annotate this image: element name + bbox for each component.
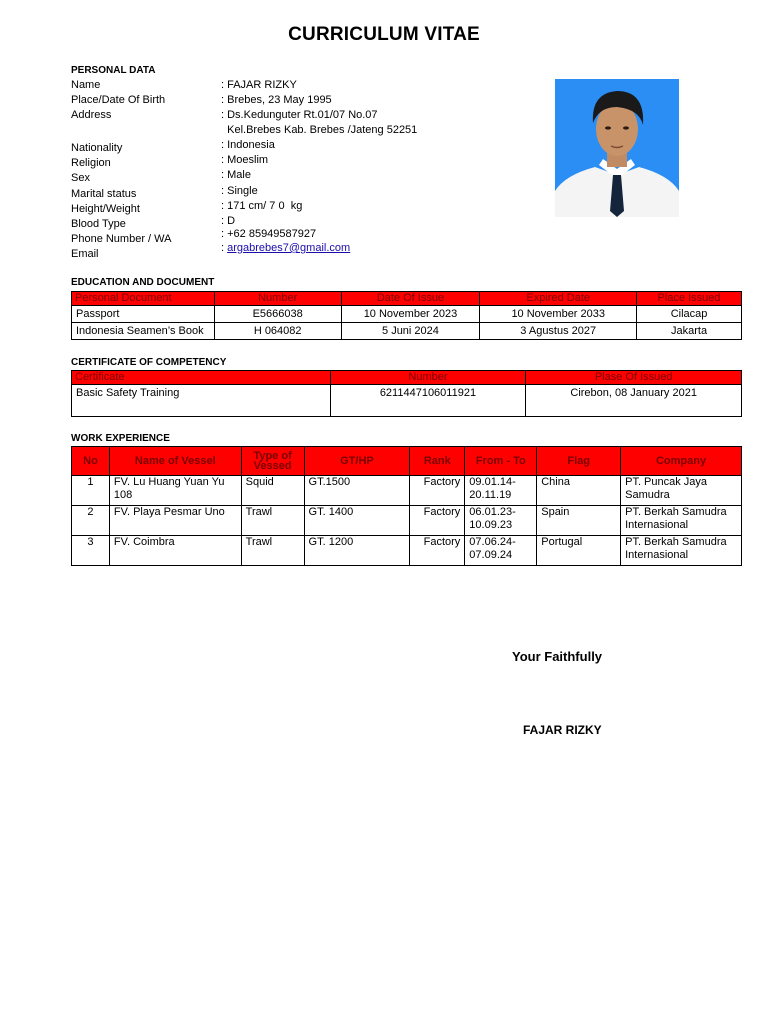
- column-header: Plase Of Issued: [526, 371, 742, 385]
- table-cell: GT. 1200: [304, 536, 410, 566]
- column-header: Personal Document: [72, 292, 215, 306]
- profile-photo: [555, 79, 679, 217]
- personal-label: Blood Type: [71, 218, 126, 230]
- personal-label: Height/Weight: [71, 203, 140, 215]
- column-header: Number: [214, 292, 341, 306]
- table-cell: PT. Berkah Samudra Internasional: [621, 506, 742, 536]
- table-cell: 5 Juni 2024: [341, 323, 480, 340]
- personal-label: Religion: [71, 157, 111, 169]
- person-photo-icon: [555, 79, 679, 217]
- table-cell: 09.01.14-20.11.19: [465, 476, 537, 506]
- personal-value: : Moeslim: [221, 154, 269, 166]
- table-cell: PT. Berkah Samudra Internasional: [621, 536, 742, 566]
- education-table: [71, 291, 742, 340]
- personal-label: Address: [71, 109, 112, 121]
- table-cell: FV. Lu Huang Yuan Yu 108: [109, 476, 241, 506]
- table-row: [72, 323, 742, 340]
- column-header: Expired Date: [480, 292, 637, 306]
- table-cell: Factory: [410, 506, 465, 536]
- table-cell: Squid: [241, 476, 304, 506]
- table-cell: Cirebon, 08 January 2021: [526, 385, 742, 417]
- personal-value: : D: [221, 215, 236, 227]
- personal-value: : Indonesia: [221, 139, 275, 151]
- certificate-table: [71, 370, 742, 417]
- column-header: Name of Vessel: [109, 447, 241, 476]
- personal-value: : Ds.Kedunguter Rt.01/07 No.07: [221, 109, 378, 121]
- personal-label: Sex: [71, 172, 90, 184]
- email-link[interactable]: argabrebes7@gmail.com: [227, 242, 351, 254]
- table-cell: 3 Agustus 2027: [480, 323, 637, 340]
- column-header: Date Of Issue: [341, 292, 480, 306]
- personal-data-heading: PERSONAL DATA: [71, 65, 156, 76]
- table-cell: China: [537, 476, 621, 506]
- table-cell: Jakarta: [637, 323, 742, 340]
- table-cell: Indonesia Seamen’s Book: [72, 323, 215, 340]
- table-cell: Passport: [72, 306, 215, 323]
- table-row: [72, 536, 742, 566]
- column-header: Flag: [537, 447, 621, 476]
- personal-label: Place/Date Of Birth: [71, 94, 166, 106]
- table-cell: Trawl: [241, 536, 304, 566]
- column-header: Certificate: [72, 371, 331, 385]
- work-table: [71, 446, 742, 566]
- table-cell: FV. Playa Pesmar Uno: [109, 506, 241, 536]
- table-cell: E5666038: [214, 306, 341, 323]
- table-cell: GT.1500: [304, 476, 410, 506]
- table-row: [72, 476, 742, 506]
- education-heading: EDUCATION AND DOCUMENT: [71, 277, 215, 288]
- table-header-row: [72, 292, 742, 306]
- personal-label: Phone Number / WA: [71, 233, 172, 245]
- table-cell: 3: [72, 536, 110, 566]
- closing-text: Your Faithfully: [512, 649, 603, 664]
- table-cell: 10 November 2033: [480, 306, 637, 323]
- column-header: From - To: [465, 447, 537, 476]
- column-header: Type of Vessed: [241, 447, 304, 476]
- column-header: No: [72, 447, 110, 476]
- table-cell: Portugal: [537, 536, 621, 566]
- personal-label: Name: [71, 79, 101, 91]
- signer-name: FAJAR RIZKY: [523, 723, 602, 737]
- table-cell: Factory: [410, 536, 465, 566]
- email-prefix: :: [221, 242, 228, 254]
- document-title: CURRICULUM VITAE: [288, 24, 480, 45]
- table-cell: H 064082: [214, 323, 341, 340]
- table-cell: Cilacap: [637, 306, 742, 323]
- certificate-heading: CERTIFICATE OF COMPETENCY: [71, 357, 227, 368]
- column-header: Rank: [410, 447, 465, 476]
- table-cell: GT. 1400: [304, 506, 410, 536]
- table-cell: Factory: [410, 476, 465, 506]
- personal-label: Nationality: [71, 142, 123, 154]
- table-cell: 06.01.23-10.09.23: [465, 506, 537, 536]
- column-header: GT/HP: [304, 447, 410, 476]
- table-row: [72, 306, 742, 323]
- table-header-row: [72, 447, 742, 476]
- table-cell: Trawl: [241, 506, 304, 536]
- table-cell: 6211447106011921: [330, 385, 526, 417]
- table-cell: Spain: [537, 506, 621, 536]
- personal-label: Email: [71, 248, 99, 260]
- column-header: Number: [330, 371, 526, 385]
- table-cell: FV. Coimbra: [109, 536, 241, 566]
- table-row: [72, 385, 742, 417]
- personal-value: : +62 85949587927: [221, 228, 317, 240]
- personal-label: Marital status: [71, 188, 137, 200]
- table-cell: 1: [72, 476, 110, 506]
- table-row: [72, 506, 742, 536]
- table-header-row: [72, 371, 742, 385]
- personal-value: : Single: [221, 185, 258, 197]
- personal-value: : Male: [221, 169, 251, 181]
- work-heading: WORK EXPERIENCE: [71, 433, 170, 444]
- personal-value: [221, 241, 350, 256]
- column-header: Place Issued: [637, 292, 742, 306]
- table-cell: 07.06.24-07.09.24: [465, 536, 537, 566]
- table-cell: 2: [72, 506, 110, 536]
- personal-value: : Brebes, 23 May 1995: [221, 94, 332, 106]
- column-header: Company: [621, 447, 742, 476]
- table-cell: 10 November 2023: [341, 306, 480, 323]
- table-cell: Basic Safety Training: [72, 385, 331, 417]
- personal-value: Kel.Brebes Kab. Brebes /Jateng 52251: [221, 124, 418, 136]
- personal-value: : 171 cm/ 7 0 kg: [221, 200, 303, 212]
- table-cell: PT. Puncak Jaya Samudra: [621, 476, 742, 506]
- personal-value: : FAJAR RIZKY: [221, 79, 297, 91]
